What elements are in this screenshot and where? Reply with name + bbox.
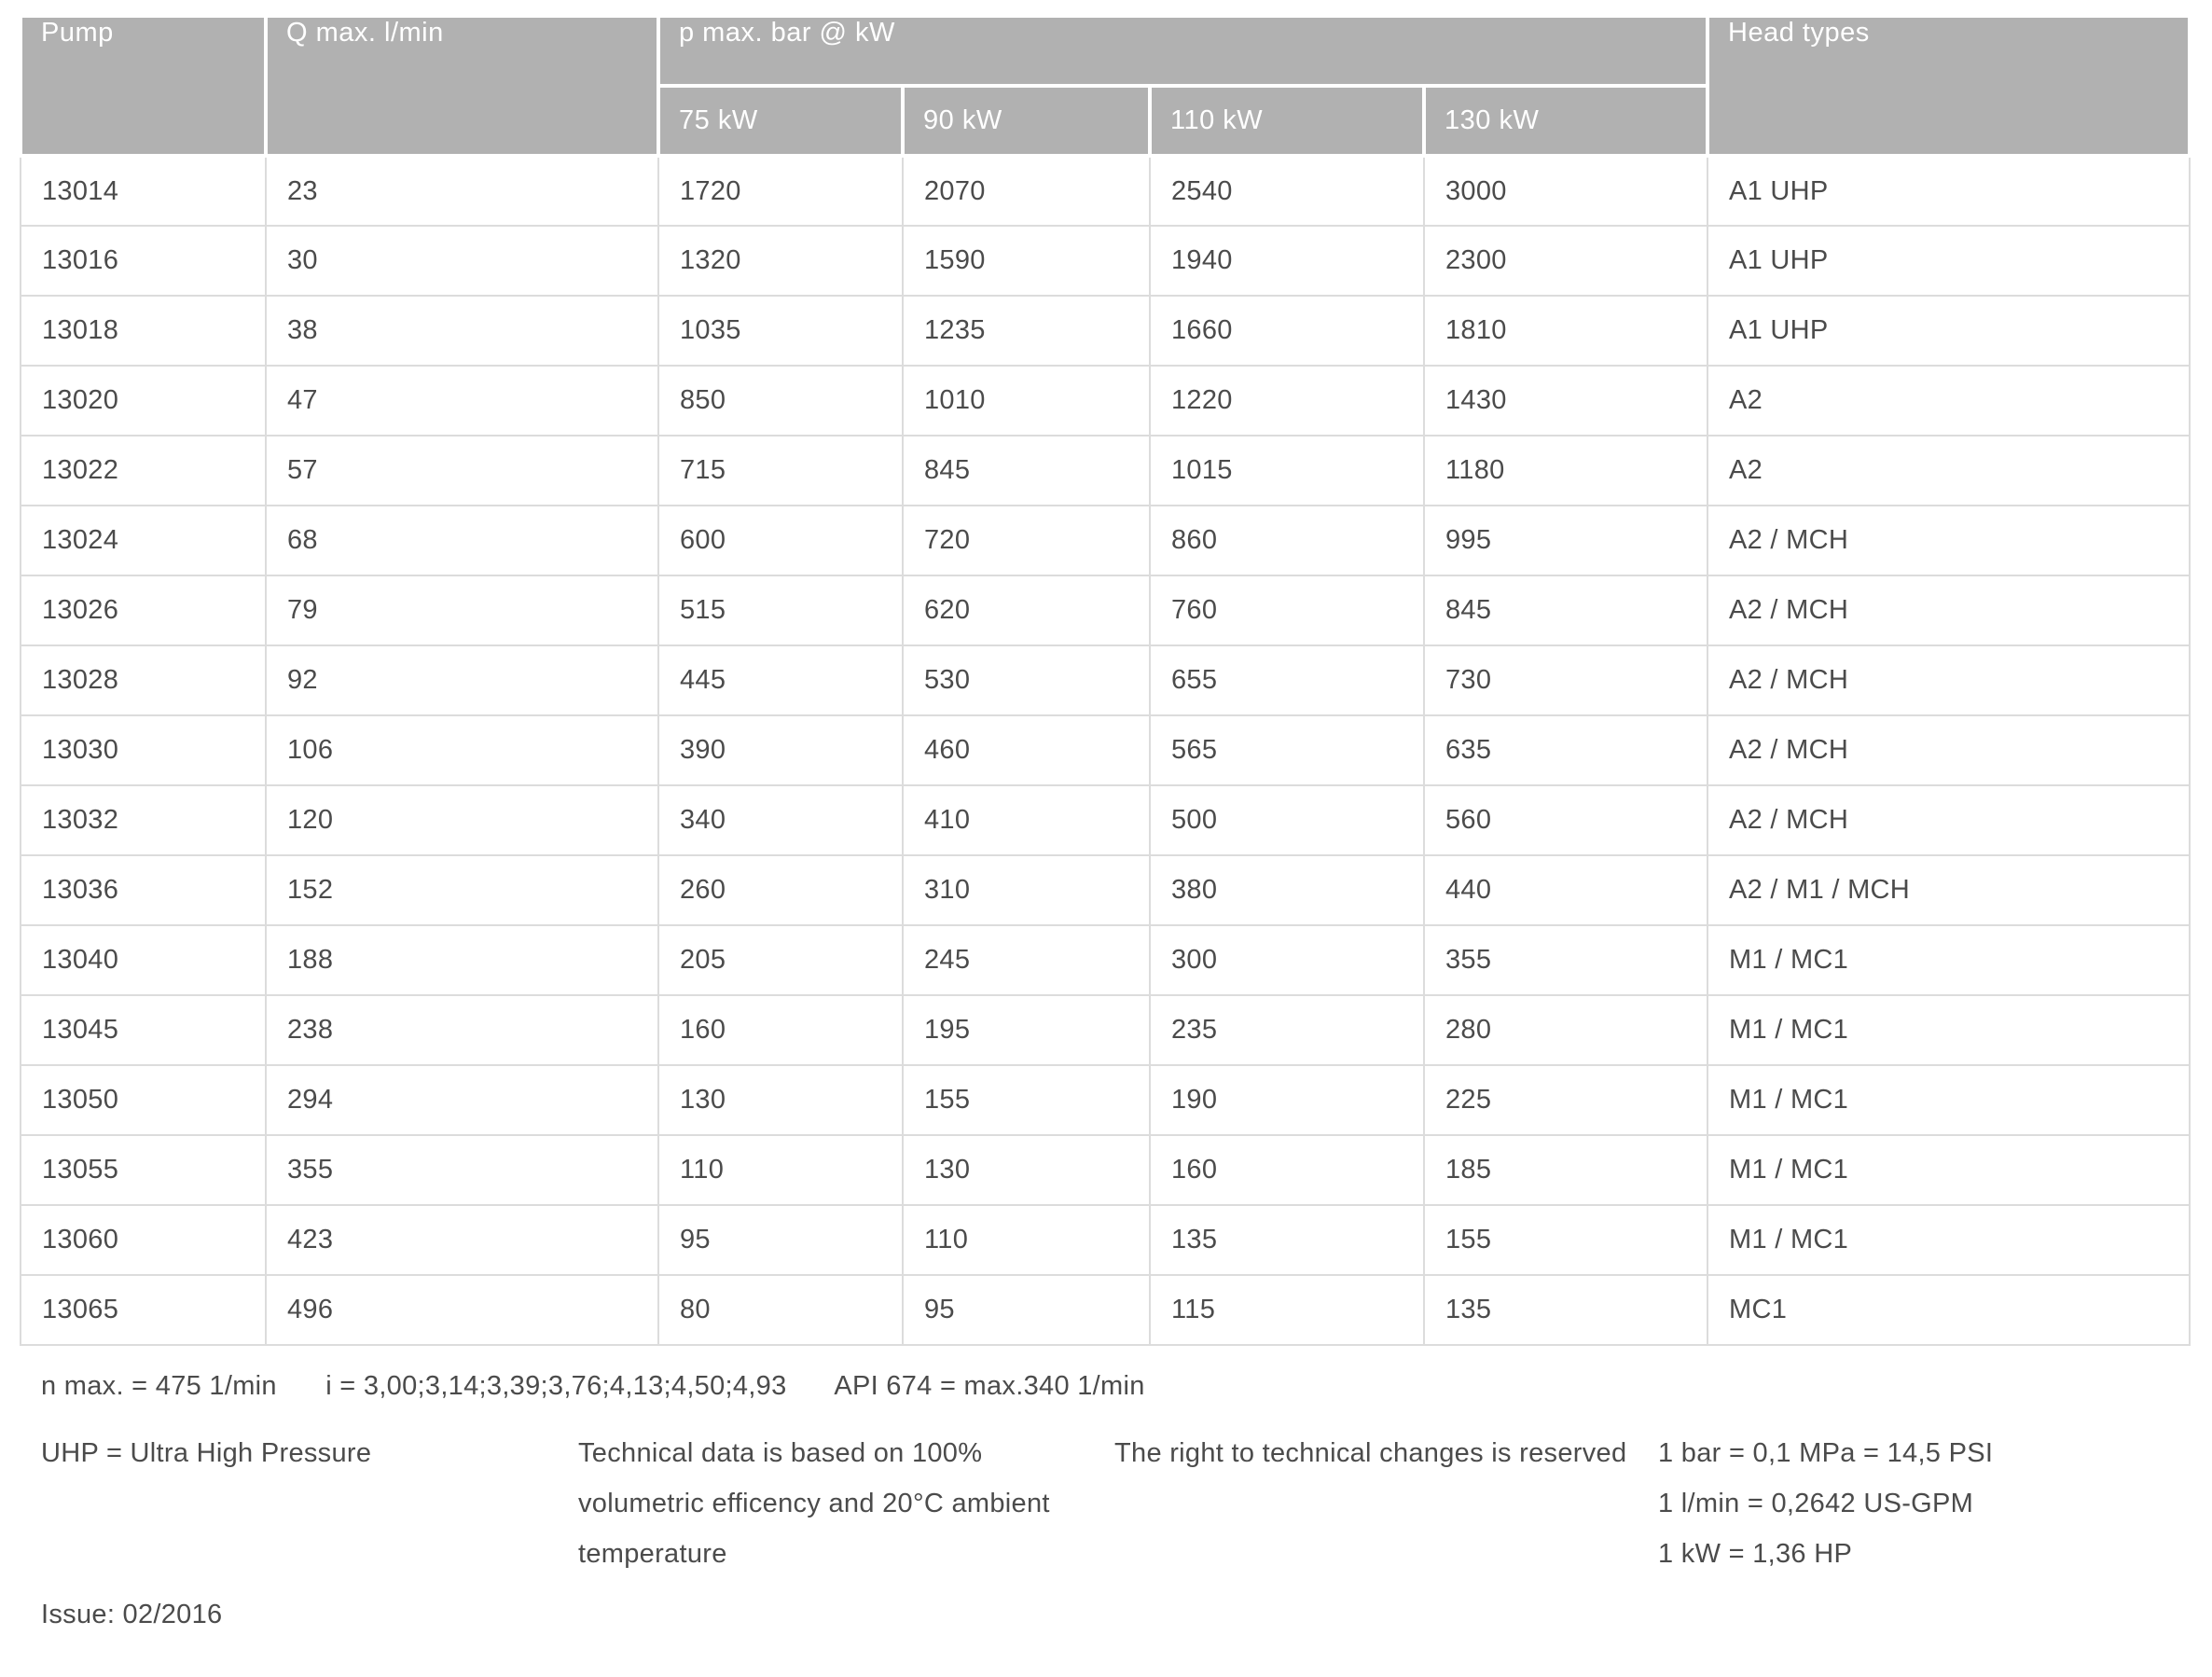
cell-pump: 13028 xyxy=(21,645,266,715)
footer-conversions xyxy=(1658,1428,1993,1579)
cell-pump: 13045 xyxy=(21,995,266,1065)
table-row xyxy=(21,715,2190,785)
cell-kw-110: 160 xyxy=(1150,1135,1424,1205)
cell-pump: 13022 xyxy=(21,436,266,506)
header-row-top xyxy=(21,16,2190,86)
cell-q-max: 92 xyxy=(266,645,658,715)
cell-kw-130: 185 xyxy=(1424,1135,1707,1205)
cell-pump: 13040 xyxy=(21,925,266,995)
cell-pump: 13014 xyxy=(21,156,266,226)
col-header-head-types: Head types xyxy=(1707,16,2190,156)
cell-kw-75: 1035 xyxy=(658,296,903,366)
table-row xyxy=(21,925,2190,995)
cell-kw-110: 2540 xyxy=(1150,156,1424,226)
table-row xyxy=(21,506,2190,575)
cell-kw-75: 205 xyxy=(658,925,903,995)
cell-pump: 13032 xyxy=(21,785,266,855)
cell-kw-110: 1660 xyxy=(1150,296,1424,366)
cell-kw-110: 115 xyxy=(1150,1275,1424,1345)
cell-kw-90: 155 xyxy=(903,1065,1150,1135)
cell-q-max: 106 xyxy=(266,715,658,785)
cell-kw-75: 260 xyxy=(658,855,903,925)
table-row xyxy=(21,226,2190,296)
cell-head-types: A1 UHP xyxy=(1707,296,2190,366)
cell-kw-110: 1940 xyxy=(1150,226,1424,296)
cell-q-max: 238 xyxy=(266,995,658,1065)
cell-kw-75: 390 xyxy=(658,715,903,785)
cell-head-types: M1 / MC1 xyxy=(1707,995,2190,1065)
cell-kw-90: 195 xyxy=(903,995,1150,1065)
table-row xyxy=(21,296,2190,366)
col-header-pmax-group: p max. bar @ kW xyxy=(658,16,1707,86)
col-header-130kw: 130 kW xyxy=(1424,86,1707,156)
table-row xyxy=(21,1065,2190,1135)
cell-kw-130: 995 xyxy=(1424,506,1707,575)
cell-kw-130: 3000 xyxy=(1424,156,1707,226)
footer-technical-note: Technical data is based on 100% volumetric efficency and 20°C ambient temperature xyxy=(578,1438,1050,1569)
cell-kw-75: 80 xyxy=(658,1275,903,1345)
cell-kw-130: 280 xyxy=(1424,995,1707,1065)
table-header xyxy=(21,16,2190,156)
cell-kw-130: 1180 xyxy=(1424,436,1707,506)
cell-pump: 13018 xyxy=(21,296,266,366)
cell-kw-110: 500 xyxy=(1150,785,1424,855)
cell-kw-90: 95 xyxy=(903,1275,1150,1345)
cell-kw-90: 845 xyxy=(903,436,1150,506)
cell-kw-130: 1810 xyxy=(1424,296,1707,366)
cell-q-max: 30 xyxy=(266,226,658,296)
cell-kw-110: 190 xyxy=(1150,1065,1424,1135)
cell-head-types: A2 xyxy=(1707,366,2190,436)
col-header-qmax: Q max. l/min xyxy=(266,16,658,156)
cell-kw-90: 1590 xyxy=(903,226,1150,296)
cell-kw-90: 410 xyxy=(903,785,1150,855)
cell-kw-90: 1010 xyxy=(903,366,1150,436)
cell-head-types: A2 / MCH xyxy=(1707,715,2190,785)
cell-kw-110: 760 xyxy=(1150,575,1424,645)
cell-kw-110: 300 xyxy=(1150,925,1424,995)
cell-q-max: 57 xyxy=(266,436,658,506)
cell-head-types: A1 UHP xyxy=(1707,226,2190,296)
cell-kw-90: 2070 xyxy=(903,156,1150,226)
cell-pump: 13026 xyxy=(21,575,266,645)
pump-spec-table xyxy=(19,14,2191,1346)
cell-pump: 13050 xyxy=(21,1065,266,1135)
conversion-bar: 1 bar = 0,1 MPa = 14,5 PSI xyxy=(1658,1438,1994,1468)
table-row xyxy=(21,645,2190,715)
footer-uhp-note: UHP = Ultra High Pressure xyxy=(41,1438,372,1468)
cell-pump: 13030 xyxy=(21,715,266,785)
footnote-nmax: n max. = 475 1/min xyxy=(41,1371,277,1401)
cell-kw-75: 130 xyxy=(658,1065,903,1135)
cell-kw-90: 620 xyxy=(903,575,1150,645)
cell-kw-130: 635 xyxy=(1424,715,1707,785)
cell-pump: 13055 xyxy=(21,1135,266,1205)
cell-pump: 13016 xyxy=(21,226,266,296)
cell-head-types: A2 / MCH xyxy=(1707,575,2190,645)
cell-head-types: A2 xyxy=(1707,436,2190,506)
cell-q-max: 68 xyxy=(266,506,658,575)
table-row xyxy=(21,1135,2190,1205)
cell-kw-75: 95 xyxy=(658,1205,903,1275)
cell-kw-75: 715 xyxy=(658,436,903,506)
cell-kw-90: 1235 xyxy=(903,296,1150,366)
cell-head-types: A2 / MCH xyxy=(1707,785,2190,855)
cell-head-types: A1 UHP xyxy=(1707,156,2190,226)
table-row xyxy=(21,1205,2190,1275)
cell-q-max: 355 xyxy=(266,1135,658,1205)
footnote-ratios: i = 3,00;3,14;3,39;3,76;4,13;4,50;4,93 xyxy=(325,1371,787,1401)
col-header-110kw: 110 kW xyxy=(1150,86,1424,156)
cell-kw-75: 160 xyxy=(658,995,903,1065)
cell-kw-75: 1320 xyxy=(658,226,903,296)
cell-kw-130: 845 xyxy=(1424,575,1707,645)
cell-q-max: 23 xyxy=(266,156,658,226)
issue-date: Issue: 02/2016 xyxy=(41,1600,223,1629)
col-header-90kw: 90 kW xyxy=(903,86,1150,156)
cell-q-max: 496 xyxy=(266,1275,658,1345)
cell-kw-110: 565 xyxy=(1150,715,1424,785)
cell-kw-90: 530 xyxy=(903,645,1150,715)
cell-q-max: 38 xyxy=(266,296,658,366)
col-header-75kw: 75 kW xyxy=(658,86,903,156)
cell-q-max: 423 xyxy=(266,1205,658,1275)
cell-kw-130: 560 xyxy=(1424,785,1707,855)
cell-pump: 13036 xyxy=(21,855,266,925)
cell-head-types: M1 / MC1 xyxy=(1707,925,2190,995)
footnote-api: API 674 = max.340 1/min xyxy=(834,1371,1145,1401)
cell-kw-90: 245 xyxy=(903,925,1150,995)
cell-kw-130: 730 xyxy=(1424,645,1707,715)
cell-kw-90: 130 xyxy=(903,1135,1150,1205)
cell-kw-110: 380 xyxy=(1150,855,1424,925)
cell-kw-75: 110 xyxy=(658,1135,903,1205)
table-row xyxy=(21,785,2190,855)
cell-kw-130: 355 xyxy=(1424,925,1707,995)
cell-pump: 13024 xyxy=(21,506,266,575)
table-row xyxy=(21,855,2190,925)
cell-kw-130: 225 xyxy=(1424,1065,1707,1135)
conversion-lmin: 1 l/min = 0,2642 US-GPM xyxy=(1658,1489,1974,1518)
cell-kw-110: 1220 xyxy=(1150,366,1424,436)
cell-kw-75: 1720 xyxy=(658,156,903,226)
table-row xyxy=(21,995,2190,1065)
cell-q-max: 294 xyxy=(266,1065,658,1135)
cell-kw-110: 135 xyxy=(1150,1205,1424,1275)
col-header-pump: Pump xyxy=(21,16,266,156)
cell-q-max: 152 xyxy=(266,855,658,925)
cell-q-max: 47 xyxy=(266,366,658,436)
cell-kw-130: 1430 xyxy=(1424,366,1707,436)
cell-kw-110: 1015 xyxy=(1150,436,1424,506)
cell-kw-130: 135 xyxy=(1424,1275,1707,1345)
cell-kw-110: 655 xyxy=(1150,645,1424,715)
table-body xyxy=(21,156,2190,1345)
cell-kw-75: 850 xyxy=(658,366,903,436)
table-row xyxy=(21,156,2190,226)
cell-head-types: M1 / MC1 xyxy=(1707,1135,2190,1205)
cell-kw-75: 515 xyxy=(658,575,903,645)
cell-head-types: A2 / M1 / MCH xyxy=(1707,855,2190,925)
footnote-line xyxy=(41,1361,2193,1411)
cell-head-types: M1 / MC1 xyxy=(1707,1205,2190,1275)
cell-kw-110: 235 xyxy=(1150,995,1424,1065)
cell-pump: 13065 xyxy=(21,1275,266,1345)
footer-rights-note: The right to technical changes is reserved xyxy=(1114,1438,1627,1468)
cell-head-types: A2 / MCH xyxy=(1707,506,2190,575)
cell-pump: 13060 xyxy=(21,1205,266,1275)
table-row xyxy=(21,1275,2190,1345)
cell-kw-90: 310 xyxy=(903,855,1150,925)
cell-kw-75: 445 xyxy=(658,645,903,715)
cell-q-max: 120 xyxy=(266,785,658,855)
cell-kw-90: 110 xyxy=(903,1205,1150,1275)
cell-kw-75: 600 xyxy=(658,506,903,575)
cell-kw-110: 860 xyxy=(1150,506,1424,575)
cell-kw-130: 440 xyxy=(1424,855,1707,925)
table-row xyxy=(21,436,2190,506)
footer-notes xyxy=(41,1428,2193,1579)
cell-kw-130: 2300 xyxy=(1424,226,1707,296)
cell-kw-130: 155 xyxy=(1424,1205,1707,1275)
cell-kw-90: 720 xyxy=(903,506,1150,575)
cell-kw-90: 460 xyxy=(903,715,1150,785)
cell-kw-75: 340 xyxy=(658,785,903,855)
cell-pump: 13020 xyxy=(21,366,266,436)
table-row xyxy=(21,575,2190,645)
cell-head-types: MC1 xyxy=(1707,1275,2190,1345)
conversion-kw: 1 kW = 1,36 HP xyxy=(1658,1539,1853,1569)
cell-q-max: 79 xyxy=(266,575,658,645)
cell-head-types: A2 / MCH xyxy=(1707,645,2190,715)
table-row xyxy=(21,366,2190,436)
cell-head-types: M1 / MC1 xyxy=(1707,1065,2190,1135)
cell-q-max: 188 xyxy=(266,925,658,995)
